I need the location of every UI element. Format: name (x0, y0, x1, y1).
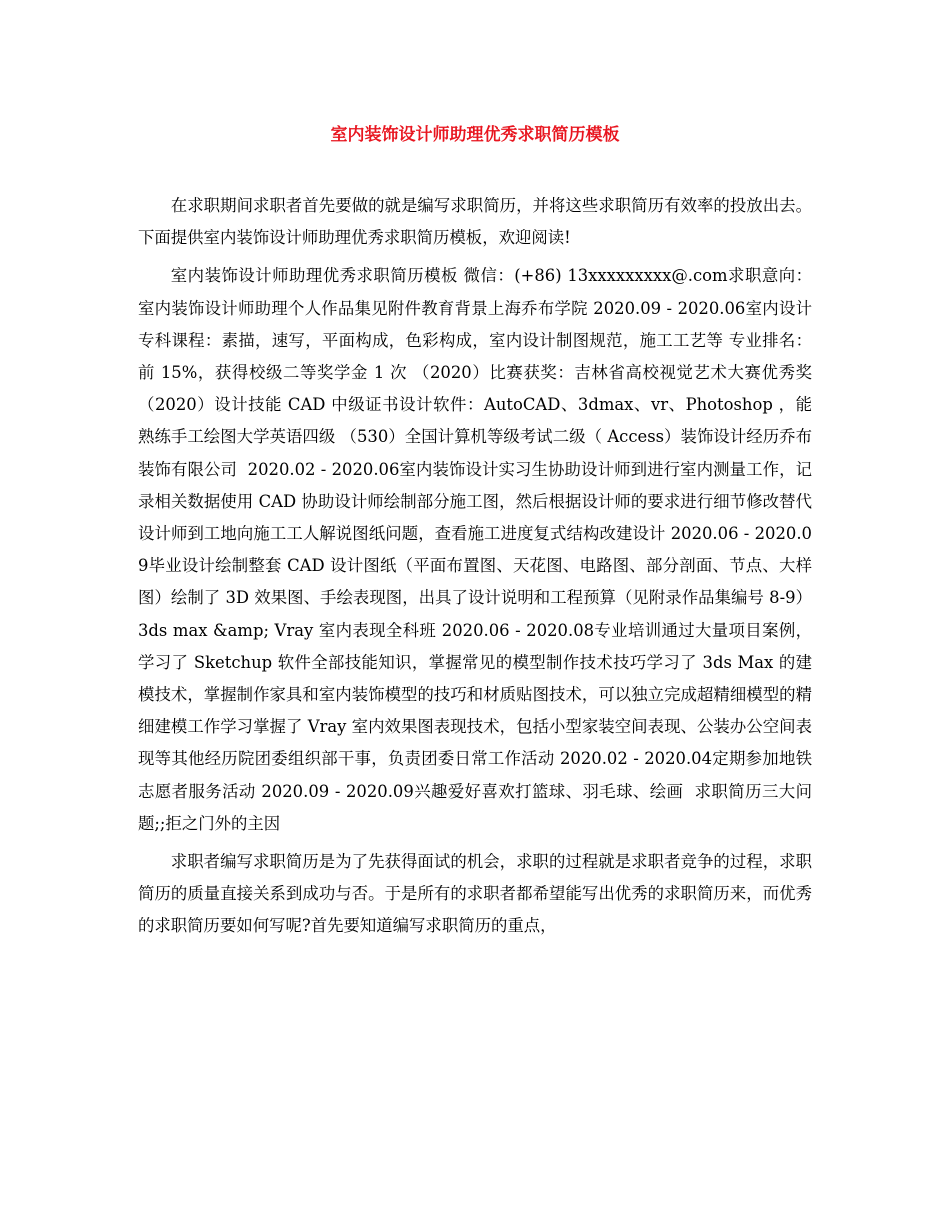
paragraph-resume-template: 室内装饰设计师助理优秀求职简历模板 微信：(+86) 13xxxxxxxxx@.com求职意向：室内装饰设计师助理个人作品集见附件教育背景上海乔布学院 2020.09 - 2020.06室内设计专科课程：素描，速写，平面构成，色彩构成，室内设计制图规范，施工工艺等 专业排名：前 15%，获得校级二等奖学金 1 次 （2020）比赛获奖：吉林省高校视觉艺术大赛优秀奖（2020）设计技能 CAD 中级证书设计软件：AutoCAD、3dmax、vr、Photoshop ，能熟练手工绘图大学英语四级 （530）全国计算机等级考试二级（ Access）装饰设计经历乔布装饰有限公司 2020.02 - 2020.06室内装饰设计实习生协助设计师到进行室内测量工作，记录相关数据使用 CAD 协助设计师绘制部分施工图，然后根据设计师的要求进行细节修改替代设计师到工地向施工工人解说图纸问题，查看施工进度复式结构改建设计 2020.06 - 2020.09毕业设计绘制整套 CAD 设计图纸（平面布置图、天花图、电路图、部分剖面、节点、大样图）绘制了 3D 效果图、手绘表现图，出具了设计说明和工程预算（见附录作品集编号 8-9）3ds max &amp; Vray 室内表现全科班 2020.06 - 2020.08专业培训通过大量项目案例，学习了 Sketchup 软件全部技能知识，掌握常见的模型制作技术技巧学习了 3ds Max 的建模技术，掌握制作家具和室内装饰模型的技巧和材质贴图技术，可以独立完成超精细模型的精细建模工作学习掌握了 Vray 室内效果图表现技术，包括小型家装空间表现、公装办公空间表现等其他经历院团委组织部干事，负责团委日常工作活动 2020.02 - 2020.04定期参加地铁志愿者服务活动 2020.09 - 2020.09兴趣爱好喜欢打篮球、羽毛球、绘画 求职简历三大问题;;拒之门外的主因 (138, 266, 812, 833)
paragraph-writing-advice: 求职者编写求职简历是为了先获得面试的机会，求职的过程就是求职者竞争的过程，求职简历的质量直接关系到成功与否。于是所有的求职者都希望能写出优秀的求职简历来，而优秀的求职简历要如何写呢?首先要知道编写求职简历的重点， (138, 852, 812, 936)
document-body (138, 190, 812, 949)
paragraph-intro: 在求职期间求职者首先要做的就是编写求职简历，并将这些求职简历有效率的投放出去。下面提供室内装饰设计师助理优秀求职简历模板，欢迎阅读! (138, 196, 812, 248)
document-page (138, 0, 812, 1230)
document-title: 室内装饰设计师助理优秀求职简历模板 (330, 125, 620, 145)
